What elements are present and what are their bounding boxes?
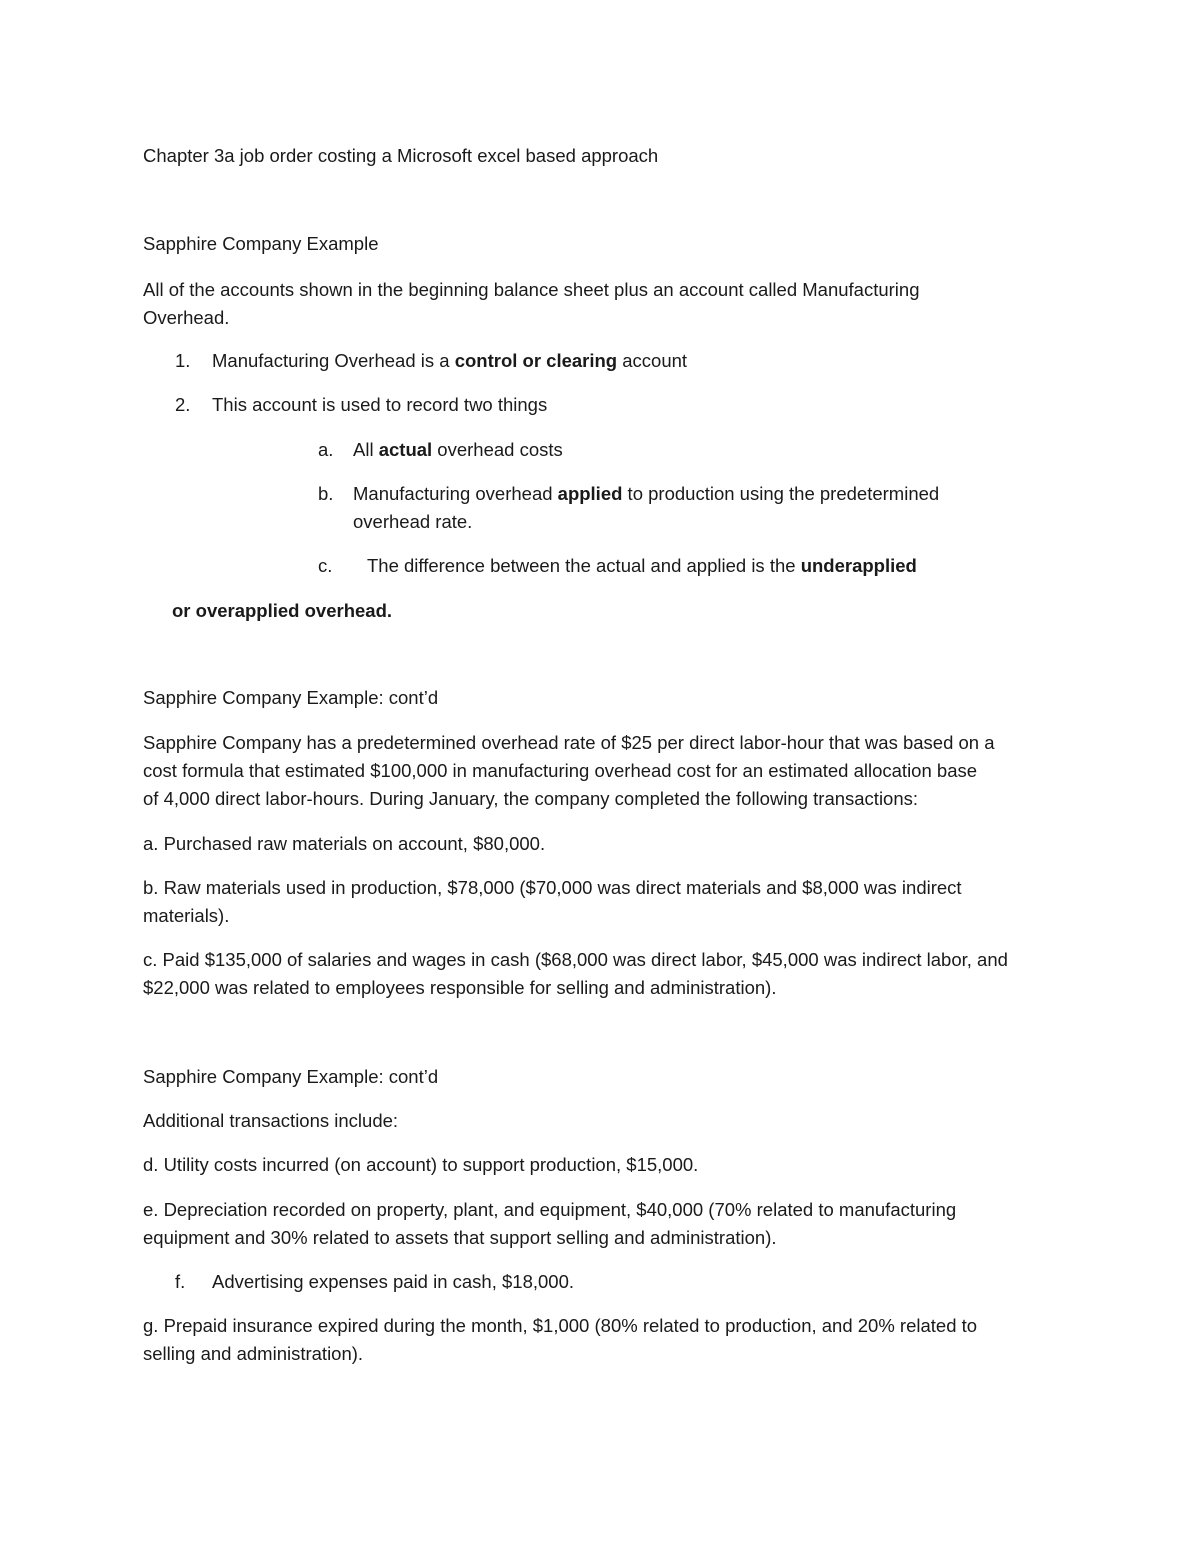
paragraph-line: All of the accounts shown in the beginning balance sheet plus an account called Manufacturing — [143, 279, 920, 300]
transaction-d: d. Utility costs incurred (on account) to support production, $15,000. — [143, 1154, 699, 1175]
section-heading: Sapphire Company Example — [143, 233, 379, 254]
sublist-item — [353, 436, 563, 464]
paragraph-line: Sapphire Company has a predetermined overhead rate of $25 per direct labor-hour that was based on a — [143, 732, 995, 753]
list-item-text: Manufacturing Overhead is a — [212, 350, 455, 371]
list-number: 1. — [175, 350, 191, 371]
list-item-text: Manufacturing overhead — [353, 483, 558, 504]
bold-text: underapplied — [800, 555, 917, 576]
list-number: f. — [175, 1271, 186, 1292]
list-item-text: account — [617, 350, 688, 371]
sublist-item — [353, 480, 939, 508]
transaction-a: a. Purchased raw materials on account, $80,000. — [143, 833, 546, 854]
sublist-letter: c. — [318, 555, 333, 576]
transaction-b: b. Raw materials used in production, $78,000 ($70,000 was direct materials and $8,000 was indirect — [143, 877, 962, 898]
list-item-text: The difference between the actual and applied is the — [367, 555, 801, 576]
sublist-letter: b. — [318, 483, 334, 504]
transaction-e: e. Depreciation recorded on property, plant, and equipment, $40,000 (70% related to manufacturing — [143, 1199, 957, 1220]
sublist-item-continuation: overhead rate. — [353, 511, 473, 532]
transaction-c-continuation: $22,000 was related to employees responsible for selling and administration). — [143, 977, 777, 998]
transaction-e-continuation: equipment and 30% related to assets that support selling and administration). — [143, 1227, 777, 1248]
list-item-text: to production using the predetermined — [622, 483, 940, 504]
transaction-f: Advertising expenses paid in cash, $18,000. — [212, 1271, 575, 1292]
paragraph-line: cost formula that estimated $100,000 in manufacturing overhead cost for an estimated allocation base — [143, 760, 978, 781]
sublist-item-continuation: or overapplied overhead. — [172, 600, 393, 621]
section-heading: Sapphire Company Example: cont’d — [143, 1066, 439, 1087]
paragraph-line: Overhead. — [143, 307, 230, 328]
paragraph-line: Additional transactions include: — [143, 1110, 399, 1131]
transaction-g-continuation: selling and administration). — [143, 1343, 364, 1364]
transaction-g: g. Prepaid insurance expired during the month, $1,000 (80% related to production, and 20% related to — [143, 1315, 978, 1336]
bold-text: control or clearing — [454, 350, 618, 371]
list-item-text: overhead costs — [432, 439, 563, 460]
transaction-c: c. Paid $135,000 of salaries and wages in cash ($68,000 was direct labor, $45,000 was indirect labor, and — [143, 949, 1008, 970]
list-item-text: All — [353, 439, 379, 460]
list-item — [212, 347, 687, 375]
section-heading: Sapphire Company Example: cont’d — [143, 687, 439, 708]
bold-text: applied — [557, 483, 623, 504]
document-title: Chapter 3a job order costing a Microsoft excel based approach — [143, 145, 659, 166]
sublist-letter: a. — [318, 439, 334, 460]
bold-text: actual — [378, 439, 433, 460]
transaction-b-continuation: materials). — [143, 905, 230, 926]
list-item: This account is used to record two things — [212, 394, 548, 415]
sublist-item — [367, 552, 917, 580]
list-number: 2. — [175, 394, 191, 415]
paragraph-line: of 4,000 direct labor-hours. During January, the company completed the following transactions: — [143, 788, 919, 809]
